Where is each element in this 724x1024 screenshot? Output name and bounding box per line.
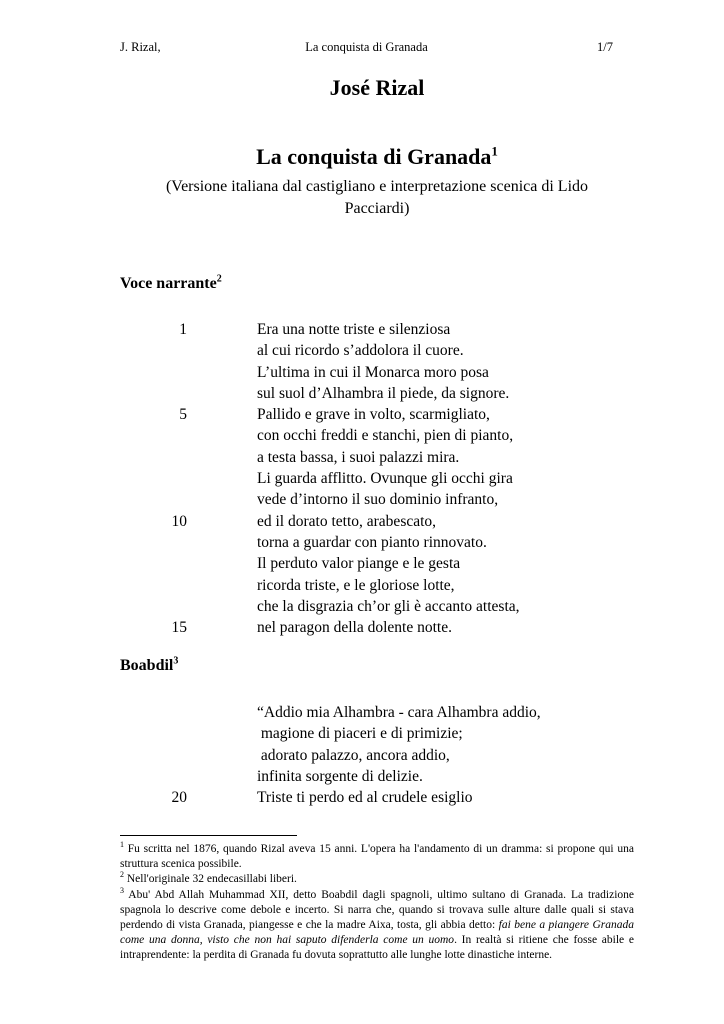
verse-number bbox=[120, 532, 187, 553]
verse-line bbox=[120, 617, 634, 638]
footnote-2-text: Nell'originale 32 endecasillabi liberi. bbox=[126, 873, 297, 886]
verse-number: 1 bbox=[179, 321, 187, 338]
verse-number bbox=[120, 489, 187, 510]
verse-number bbox=[120, 596, 187, 617]
footnote-3-text: Abu' Abd Allah Muhammad XII, detto Boabdil dagli spagnoli, ultimo sultano di Granada. La tradizione spagnola lo descrive come debole e incerto. Si narra che, quando si trovava sulle alture dalle quali si stava perdendo di vista Granada, piangesse e che la madre Aixa, tosta, gli abbia detto: bbox=[120, 888, 634, 932]
main-title bbox=[120, 144, 634, 170]
verse-number bbox=[120, 383, 187, 404]
main-title-text: La conquista di Granada bbox=[256, 144, 492, 169]
verse-number bbox=[120, 468, 187, 489]
verse-number bbox=[120, 425, 187, 446]
footnote-3 bbox=[120, 885, 634, 964]
verse-text: L’ultima in cui il Monarca moro posa bbox=[257, 363, 489, 381]
stanza-2 bbox=[120, 702, 634, 808]
title-footnote-ref: 1 bbox=[491, 143, 498, 159]
verse-text: a testa bassa, i suoi palazzi mira. bbox=[257, 448, 460, 466]
verse-number: 10 bbox=[171, 512, 187, 530]
footnote-ref-1: 1 bbox=[120, 840, 124, 850]
verse-text: Era una notte triste e silenziosa bbox=[257, 321, 451, 338]
subtitle bbox=[120, 176, 634, 220]
verse-number bbox=[120, 723, 187, 744]
verse-line bbox=[120, 723, 634, 744]
verse-line bbox=[120, 425, 634, 446]
verse-number: 15 bbox=[171, 619, 187, 637]
verse-line bbox=[120, 745, 634, 766]
footnotes-area bbox=[120, 835, 634, 964]
section-heading-voce-narrante bbox=[120, 275, 634, 293]
verse-text: con occhi freddi e stanchi, pien di pianto, bbox=[257, 427, 514, 445]
footnote-ref-3: 3 bbox=[120, 885, 124, 895]
verse-number bbox=[120, 745, 187, 766]
verse-text: ed il dorato tetto, arabescato, bbox=[257, 512, 437, 530]
verse-text: Triste ti perdo ed al crudele esiglio bbox=[257, 789, 473, 807]
verse-line bbox=[120, 575, 634, 596]
verse-line bbox=[120, 553, 634, 574]
verse-number bbox=[120, 340, 187, 361]
verse-number bbox=[120, 702, 187, 723]
verse-line bbox=[120, 319, 634, 340]
verse-text: nel paragon della dolente notte. bbox=[257, 619, 452, 637]
verse-line bbox=[120, 596, 634, 617]
verse-line bbox=[120, 468, 634, 489]
verse-text: al cui ricordo s’addolora il cuore. bbox=[257, 342, 464, 360]
verse-number: 20 bbox=[171, 789, 187, 807]
footnote-1 bbox=[120, 842, 634, 872]
verse-line bbox=[120, 532, 634, 553]
page-header bbox=[120, 40, 634, 55]
verse-line bbox=[120, 447, 634, 468]
footnote-separator bbox=[120, 835, 297, 836]
verse-text: che la disgrazia ch’or gli è accanto attesta, bbox=[257, 597, 520, 615]
footnote-3-text-end: . In realtà si ritiene che fosse abile e intraprendente: la perdita di Granada fu dovuta soprattutto alle lunghe lotte dinastiche interne. bbox=[120, 934, 634, 962]
verse-text: Pallido e grave in volto, scarmigliato, bbox=[257, 406, 490, 424]
subtitle-line-1: (Versione italiana dal castigliano e interpretazione scenica di Lido bbox=[165, 178, 589, 195]
footnote-ref-2: 2 bbox=[120, 870, 124, 880]
header-author: J. Rizal, bbox=[120, 40, 161, 54]
footnote-3-italic-text: fai bene a piangere Granada come una donna, visto che non hai saputo difenderla come un uomo bbox=[120, 919, 634, 947]
header-title: La conquista di Granada bbox=[305, 40, 428, 54]
section-heading-text: Boabdil bbox=[120, 657, 174, 674]
verse-text: infinita sorgente di delizie. bbox=[257, 767, 423, 785]
verse-text: sul suol d’Alhambra il piede, da signore. bbox=[257, 384, 510, 402]
verse-text: “Addio mia Alhambra - cara Alhambra addio, bbox=[257, 704, 541, 721]
footnote-1-text: Fu scritta nel 1876, quando Rizal aveva 15 anni. L'opera ha l'andamento di un dramma: si propone qui una struttura scenica possibile. bbox=[120, 843, 634, 871]
verse-number bbox=[120, 575, 187, 596]
verse-number bbox=[120, 447, 187, 468]
verse-text: magione di piaceri e di primizie; bbox=[257, 725, 463, 743]
verse-line bbox=[120, 766, 634, 787]
verse-line bbox=[120, 489, 634, 510]
verse-text: vede d’intorno il suo dominio infranto, bbox=[257, 491, 499, 509]
verse-text: Li guarda afflitto. Ovunque gli occhi gira bbox=[257, 470, 513, 488]
verse-text: adorato palazzo, ancora addio, bbox=[257, 746, 450, 764]
verse-line bbox=[120, 404, 634, 425]
verse-line bbox=[120, 702, 634, 723]
verse-number bbox=[120, 362, 187, 383]
verse-line bbox=[120, 511, 634, 532]
subtitle-line-2: Pacciardi) bbox=[344, 200, 410, 217]
verse-line bbox=[120, 383, 634, 404]
author-name: José Rizal bbox=[329, 75, 425, 100]
verse-text: Il perduto valor piange e le gesta bbox=[257, 555, 461, 573]
verse-line bbox=[120, 362, 634, 383]
section-footnote-ref: 3 bbox=[173, 655, 179, 667]
verse-text: ricorda triste, e le gloriose lotte, bbox=[257, 576, 455, 594]
stanza-1 bbox=[120, 319, 634, 638]
verse-number bbox=[120, 766, 187, 787]
verse-line bbox=[120, 787, 634, 808]
header-page-number: 1/7 bbox=[597, 40, 613, 54]
footnote-2 bbox=[120, 872, 634, 887]
section-heading-boabdil bbox=[120, 657, 634, 675]
verse-line bbox=[120, 340, 634, 361]
section-heading-text: Voce narrante bbox=[120, 275, 217, 292]
verse-number bbox=[120, 553, 187, 574]
verse-text: torna a guardar con pianto rinnovato. bbox=[257, 533, 487, 551]
verse-number: 5 bbox=[179, 406, 187, 424]
section-footnote-ref: 2 bbox=[216, 273, 222, 285]
